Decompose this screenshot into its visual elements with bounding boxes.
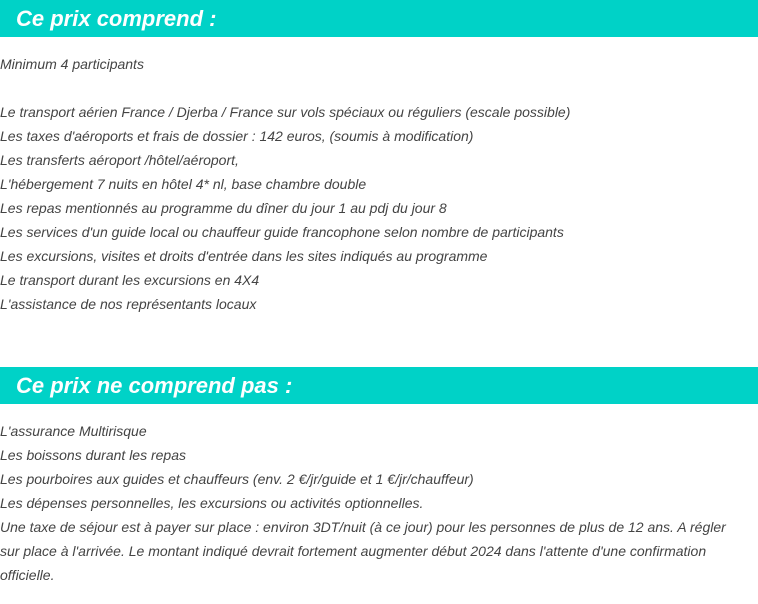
excludes-item: Les pourboires aux guides et chauffeurs (env. 2 €/jr/guide et 1 €/jr/chauffeur) [0, 471, 474, 487]
includes-item: Le transport aérien France / Djerba / France sur vols spéciaux ou réguliers (escale possible) [0, 104, 571, 120]
includes-item: L'hébergement 7 nuits en hôtel 4* nl, base chambre double [0, 176, 367, 192]
includes-minimum-block [0, 52, 758, 76]
excludes-list [0, 419, 758, 587]
excludes-item: L'assurance Multirisque [0, 423, 147, 439]
includes-item: Le transport durant les excursions en 4X4 [0, 272, 260, 288]
includes-item: Les transferts aéroport /hôtel/aéroport, [0, 152, 239, 168]
includes-title: Ce prix comprend : [16, 6, 217, 31]
includes-list [0, 100, 758, 316]
excludes-item-tourist-tax: Une taxe de séjour est à payer sur place : environ 3DT/nuit (à ce jour) pour les personnes de plus de 12 ans. A régler sur place à l'arrivée. Le montant indiqué devrait fortement augmenter début 2024 dans l'attente d'une confirmation officielle. [0, 519, 726, 583]
excludes-title: Ce prix ne comprend pas : [16, 373, 293, 398]
includes-item: L'assistance de nos représentants locaux [0, 296, 257, 312]
excludes-item: Les boissons durant les repas [0, 447, 186, 463]
minimum-participants-text: Minimum 4 participants [0, 56, 144, 72]
includes-item: Les taxes d'aéroports et frais de dossier : 142 euros, (soumis à modification) [0, 128, 474, 144]
includes-item: Les repas mentionnés au programme du dîner du jour 1 au pdj du jour 8 [0, 200, 447, 216]
excludes-item: Les dépenses personnelles, les excursions ou activités optionnelles. [0, 495, 424, 511]
includes-item: Les excursions, visites et droits d'entrée dans les sites indiqués au programme [0, 248, 488, 264]
includes-item: Les services d'un guide local ou chauffeur guide francophone selon nombre de participants [0, 224, 564, 240]
excludes-section-header [0, 367, 758, 404]
includes-section-header [0, 0, 758, 37]
